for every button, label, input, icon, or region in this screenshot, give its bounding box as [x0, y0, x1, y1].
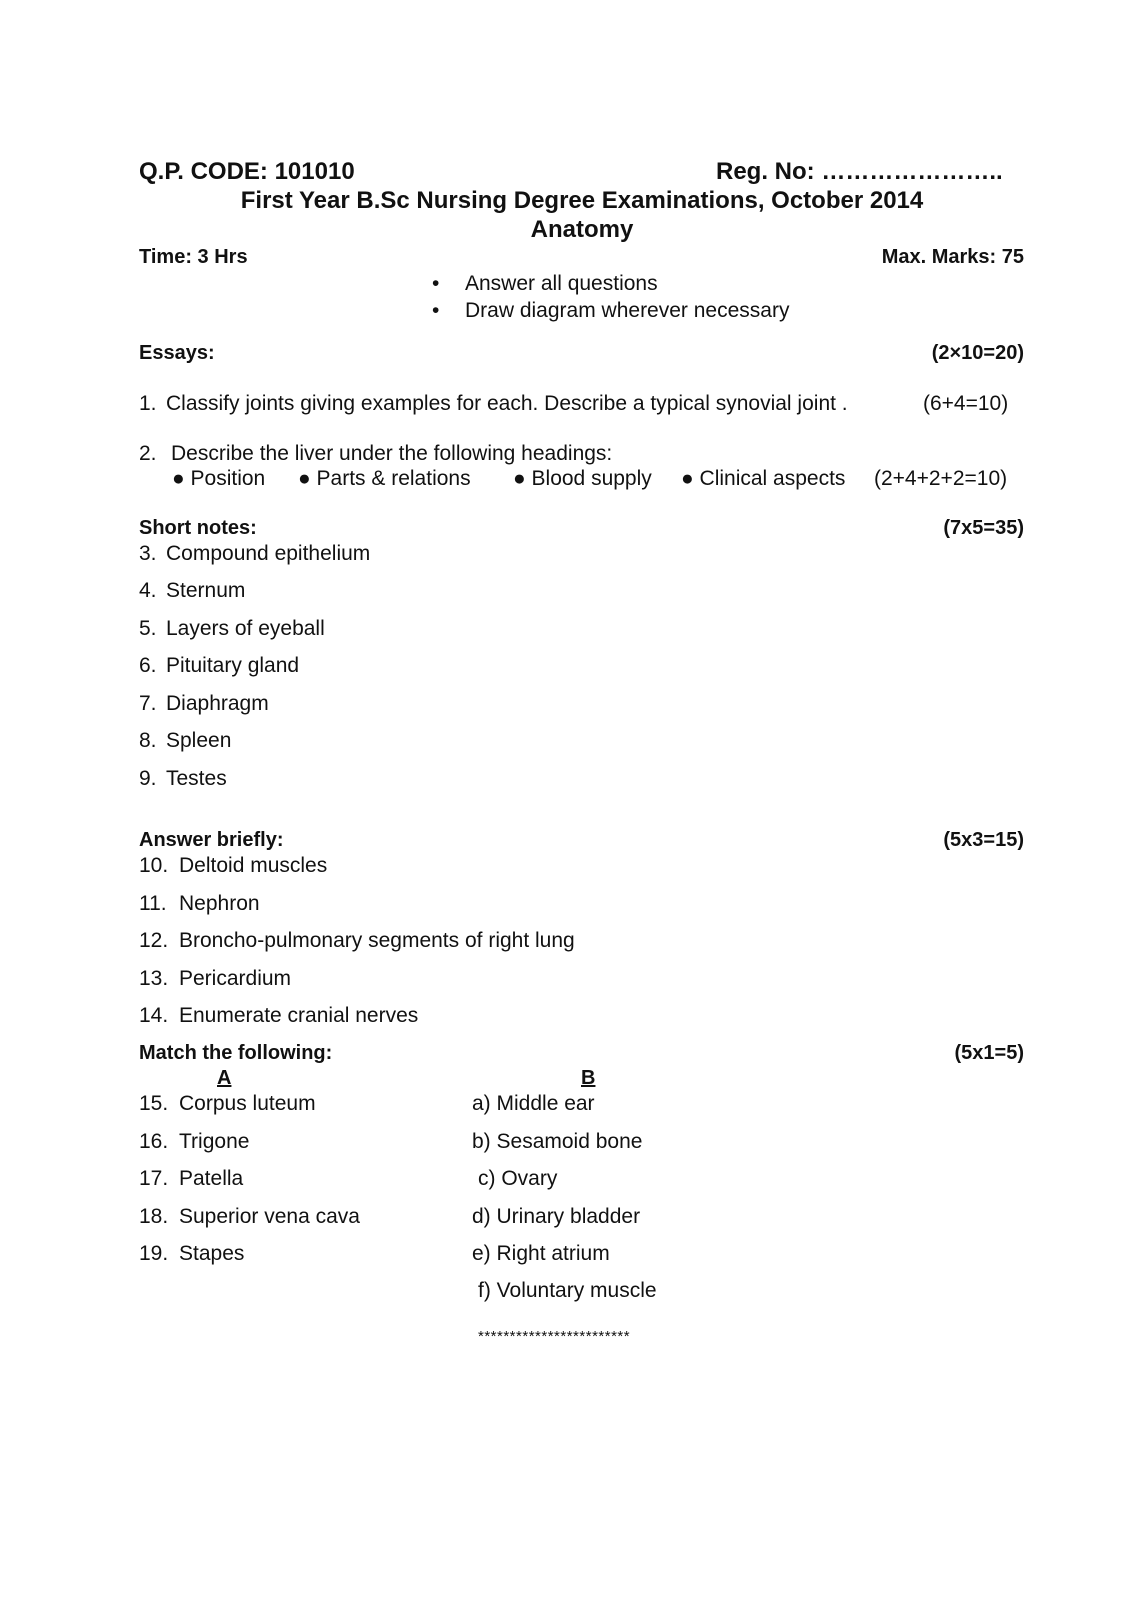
essays-heading: Essays: [139, 342, 215, 364]
short-notes-heading: Short notes: [139, 517, 257, 539]
instruction-2: • Draw diagram wherever necessary [432, 299, 790, 322]
short-notes-marks: (7x5=35) [943, 517, 1024, 539]
bullet-icon: ● [172, 467, 185, 490]
column-a-header: A [217, 1067, 232, 1089]
essay-question-1: 1. Classify joints giving examples for each. Describe a typical synovial joint . [139, 392, 848, 415]
short-note-item: 5. Layers of eyeball [139, 617, 325, 640]
bullet-icon: • [432, 299, 440, 322]
qp-code: Q.P. CODE: 101010 [139, 158, 355, 185]
exam-title: First Year B.Sc Nursing Degree Examinations, October 2014 [240, 187, 924, 214]
answer-briefly-marks: (5x3=15) [943, 829, 1024, 851]
essay-question-1-marks: (6+4=10) [923, 392, 1009, 415]
liver-heading-blood-supply: ● Blood supply [513, 467, 652, 490]
match-b-item: e) Right atrium [472, 1242, 610, 1265]
instruction-1: • Answer all questions [432, 272, 658, 295]
brief-answer-item: 11. Nephron [139, 892, 260, 915]
max-marks: Max. Marks: 75 [881, 246, 1024, 268]
match-a-item: 15. Corpus luteum [139, 1092, 316, 1115]
essays-marks: (2×10=20) [931, 342, 1024, 364]
match-marks: (5x1=5) [954, 1042, 1024, 1064]
brief-answer-item: 13. Pericardium [139, 967, 292, 990]
bullet-icon: ● [513, 467, 526, 490]
bullet-icon: ● [681, 467, 694, 490]
essay-question-2-marks: (2+4+2+2=10) [874, 467, 1008, 490]
match-b-item: f) Voluntary muscle [478, 1279, 657, 1302]
end-of-paper-marker: ************************ [478, 1328, 631, 1345]
bullet-icon: • [432, 272, 440, 295]
bullet-icon: ● [298, 467, 311, 490]
subject-title: Anatomy [530, 216, 634, 243]
brief-answer-item: 12. Broncho-pulmonary segments of right lung [139, 929, 575, 952]
short-note-item: 7. Diaphragm [139, 692, 269, 715]
short-note-item: 9. Testes [139, 767, 227, 790]
short-note-item: 8. Spleen [139, 729, 232, 752]
match-heading: Match the following: [139, 1042, 333, 1064]
essay-question-2: 2. Describe the liver under the following headings: [139, 442, 613, 465]
time-allowed: Time: 3 Hrs [139, 246, 248, 268]
match-a-item: 17. Patella [139, 1167, 244, 1190]
liver-heading-parts: ● Parts & relations [298, 467, 471, 490]
answer-briefly-heading: Answer briefly: [139, 829, 284, 851]
match-b-item: a) Middle ear [472, 1092, 595, 1115]
match-b-item: c) Ovary [478, 1167, 558, 1190]
reg-no: Reg. No: ………………….. [716, 158, 1003, 185]
match-b-item: b) Sesamoid bone [472, 1130, 643, 1153]
short-note-item: 4. Sternum [139, 579, 246, 602]
match-a-item: 19. Stapes [139, 1242, 245, 1265]
column-b-header: B [581, 1067, 596, 1089]
brief-answer-item: 10. Deltoid muscles [139, 854, 328, 877]
match-a-item: 16. Trigone [139, 1130, 250, 1153]
match-a-item: 18. Superior vena cava [139, 1205, 360, 1228]
match-b-item: d) Urinary bladder [472, 1205, 641, 1228]
short-note-item: 3. Compound epithelium [139, 542, 371, 565]
short-note-item: 6. Pituitary gland [139, 654, 300, 677]
liver-heading-position: ● Position [172, 467, 266, 490]
brief-answer-item: 14. Enumerate cranial nerves [139, 1004, 419, 1027]
liver-heading-clinical: ● Clinical aspects [681, 467, 846, 490]
